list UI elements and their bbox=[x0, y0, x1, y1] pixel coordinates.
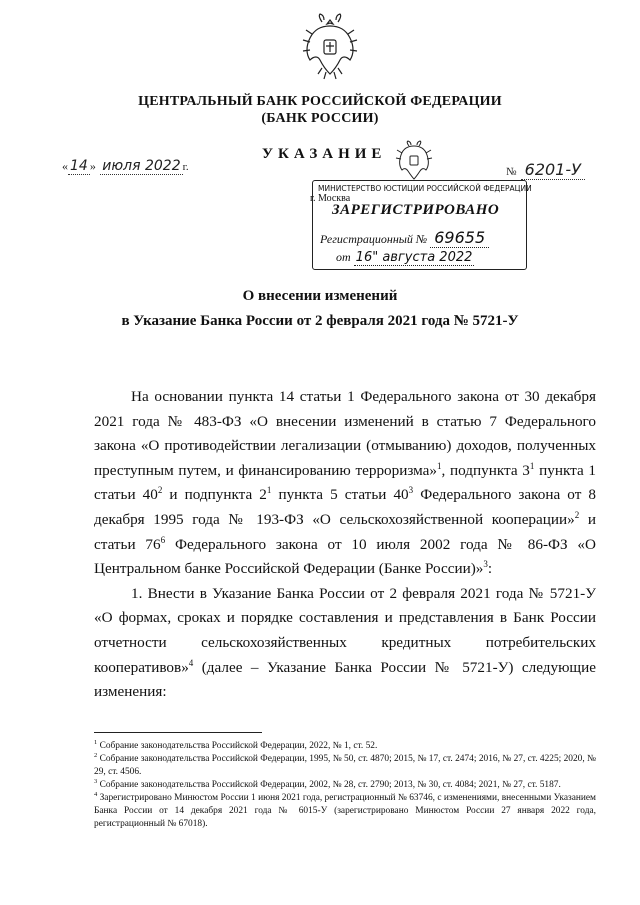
footnotes bbox=[94, 740, 596, 831]
russian-eagle-emblem-icon bbox=[300, 12, 360, 82]
footnote-4: $^4$ Зарегистрировано Минюстом России 1 июня 2021 года, регистрационный № 63746, с изменениями, внесенными Указанием Банка России от 14 декабря 2021 года № 6015-У (зарегистрировано Минюстом России 27 января 2022 года, регистрационный № 67018). bbox=[94, 790, 596, 829]
stamp-reg-number: 69655 bbox=[430, 228, 489, 248]
registration-stamp bbox=[312, 180, 532, 272]
stamp-eagle-icon bbox=[394, 140, 434, 182]
document-title-line2: в Указание Банка России от 2 февраля 2021 года № 5721-У bbox=[121, 313, 519, 329]
document-date bbox=[62, 158, 189, 174]
paragraph-preamble: На основании пункта 14 статьи 1 Федерального закона от 30 декабря 2021 года № 483-ФЗ «О внесении изменений в статью 7 Федерального закона «О противодействии легализации (отмыванию) доходов, полученных преступным путем, и финансированию терроризма»$^1$, подпункта $3^1$ пункта 1 статьи $40^2$ и подпункта $2^1$ пункта 5 статьи $40^3$ Федерального закона от 8 декабря 1995 года № 193-ФЗ «О сельскохозяйственной кооперации»$^2$ и статьи $76^6$ Федерального закона от 10 июля 2002 года № 86-ФЗ «О Центральном банке Российской Федерации (Банке России)»$^3$: bbox=[94, 388, 596, 578]
date-year-suffix: г. bbox=[182, 161, 189, 173]
stamp-reg-label: Регистрационный № bbox=[320, 232, 428, 246]
number-value: 6201-У bbox=[521, 160, 585, 180]
date-month-year: июля 2022 bbox=[102, 158, 181, 174]
footnote-1: $^1$ Собрание законодательства Российской Федерации, 2022, № 1, ст. 52. bbox=[94, 738, 378, 751]
stamp-date-prefix: от bbox=[336, 250, 351, 264]
paragraph-item-1: 1. Внести в Указание Банка России от 2 февраля 2021 года № 5721-У «О формах, сроках и порядке составления и представления в Банк России отчетности сельскохозяйственных кредитных потребительских кооперативов»$^4$ (далее – Указание Банка России № 5721-У) следующие изменения: bbox=[94, 584, 596, 701]
stamp-date-value: 16" августа 2022 bbox=[355, 250, 473, 265]
document-type: УКАЗАНИЕ bbox=[262, 146, 387, 162]
stamp-registration-number bbox=[320, 228, 489, 247]
footnote-3: $^3$ Собрание законодательства Российской Федерации, 2002, № 28, ст. 2790; 2013, № 30, ст. 4084; 2021, № 27, ст. 5187. bbox=[94, 777, 561, 790]
stamp-date bbox=[336, 250, 474, 265]
organization-short-name: (БАНК РОССИИ) bbox=[261, 111, 379, 126]
footnote-2: $^2$ Собрание законодательства Российской Федерации, 1995, № 50, ст. 4870; 2015, № 17, ст. 2474; 2016, № 27, ст. 4225; 2020, № 29, ст. 4506. bbox=[94, 751, 596, 777]
document-body bbox=[94, 385, 596, 705]
number-sign: № bbox=[506, 166, 517, 178]
date-quote-close: » bbox=[89, 159, 96, 173]
stamp-ministry: МИНИСТЕРСТВО ЮСТИЦИИ РОССИЙСКОЙ ФЕДЕРАЦИИ bbox=[318, 184, 532, 193]
stamp-registered: ЗАРЕГИСТРИРОВАНО bbox=[332, 202, 500, 218]
organization-name: ЦЕНТРАЛЬНЫЙ БАНК РОССИЙСКОЙ ФЕДЕРАЦИИ bbox=[138, 94, 502, 109]
city: г. Москва bbox=[310, 193, 351, 204]
footnote-separator bbox=[94, 732, 262, 733]
date-day: 14 bbox=[70, 158, 88, 174]
document-number bbox=[506, 160, 585, 179]
document-title-line1: О внесении изменений bbox=[242, 288, 398, 304]
date-quote-open: « bbox=[62, 159, 68, 173]
